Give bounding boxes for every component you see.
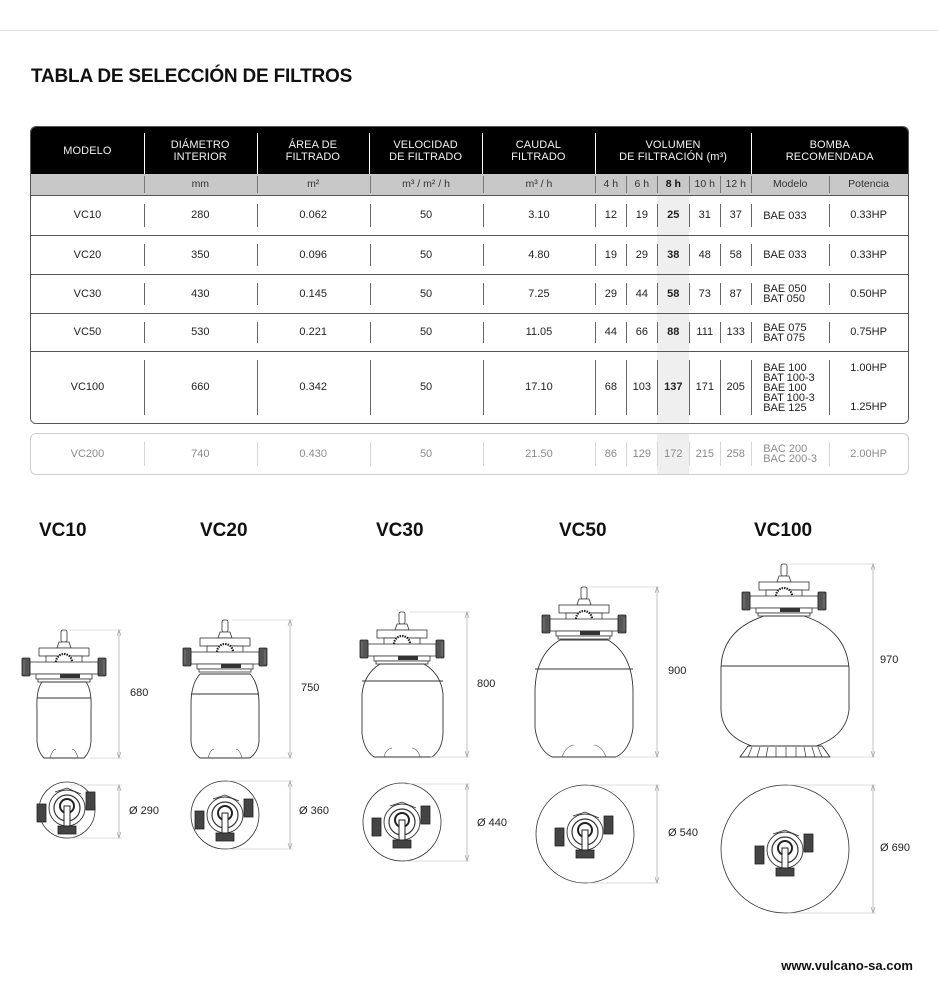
cell-bomba-modelo: BAE 100 BAT 100-3 BAE 100 BAT 100-3 BAE 125 [751,352,829,423]
cell-area: 0.096 [257,236,370,274]
vc100-side-drawing [721,564,876,757]
vc100-top-drawing [721,785,876,913]
cell-8h: 137 [657,352,689,423]
vc50-diameter-label: Ø 540 [668,827,698,839]
cell-velocidad: 50 [370,236,483,274]
cell-6h: 103 [626,352,657,423]
cell-area: 0.430 [257,434,370,474]
cell-area: 0.062 [257,196,370,235]
unit-8h: 8 h [657,174,689,195]
cell-8h: 58 [657,275,689,313]
cell-12h: 258 [720,434,751,474]
vc100-height-label: 970 [880,654,899,666]
cell-bomba-modelo: BAE 033 [751,196,829,235]
vc100-diameter-label: Ø 690 [880,842,910,854]
cell-6h: 66 [626,314,657,351]
cell-12h: 37 [720,196,751,235]
cell-modelo: VC20 [73,248,102,261]
cell-6h: 19 [626,196,657,235]
cell-4h: 12 [595,196,626,235]
vc50-side-drawing [535,587,660,757]
cell-4h: 19 [595,236,626,274]
cell-bomba-potencia: 2.00HP [829,434,908,474]
cell-12h: 87 [720,275,751,313]
cell-bomba-modelo: BAE 050 BAT 050 [751,275,829,313]
unit-velocidad: m³ / m² / h [370,174,483,195]
header-volumen: VOLUMEN DE FILTRACIÓN (m³) [595,127,752,174]
vc20-diameter-label: Ø 360 [299,805,329,817]
unit-bomba-modelo: Modelo [751,174,829,195]
cell-modelo: VC200 [70,447,105,460]
cell-4h: 44 [595,314,626,351]
cell-10h: 111 [689,314,720,351]
cell-diametro: 740 [144,434,257,474]
unit-6h: 6 h [626,174,657,195]
header-diametro: DIÁMETRO INTERIOR [144,127,257,174]
cell-modelo: VC100 [70,381,105,393]
cell-caudal: 7.25 [483,275,596,313]
cell-modelo: VC30 [73,287,102,300]
cell-bomba-modelo: BAC 200 BAC 200-3 [751,434,829,474]
model-label-vc30: VC30 [376,520,424,541]
header-modelo: MODELO [63,144,112,157]
vc30-top-drawing [363,783,470,861]
vc10-side-drawing [22,630,122,758]
cell-diametro: 280 [144,196,257,235]
cell-bomba-potencia: 0.75HP [829,314,908,351]
vc20-height-label: 750 [301,682,320,694]
cell-area: 0.221 [257,314,370,351]
cell-caudal: 3.10 [483,196,596,235]
cell-diametro: 660 [144,352,257,423]
cell-caudal: 21.50 [483,434,596,474]
cell-4h: 68 [595,352,626,423]
vc20-top-drawing [191,781,293,849]
vc30-height-label: 800 [477,678,496,690]
cell-velocidad: 50 [370,275,483,313]
cell-10h: 31 [689,196,720,235]
cell-modelo: VC10 [73,209,102,221]
cell-diametro: 530 [144,314,257,351]
cell-bomba-modelo: BAE 075 BAT 075 [751,314,829,351]
cell-area: 0.145 [257,275,370,313]
unit-12h: 12 h [720,174,751,195]
cell-caudal: 4.80 [483,236,596,274]
vc10-diameter-label: Ø 290 [129,805,159,817]
unit-diametro: mm [144,174,257,195]
model-label-vc100: VC100 [754,520,813,541]
cell-area: 0.342 [257,352,370,423]
cell-8h: 25 [657,196,689,235]
cell-velocidad: 50 [370,434,483,474]
cell-bomba-modelo: BAE 033 [751,236,829,274]
cell-10h: 215 [689,434,720,474]
cell-10h: 48 [689,236,720,274]
vc30-side-drawing [360,612,470,757]
vc50-top-drawing [536,785,660,883]
cell-modelo: VC50 [73,326,102,338]
cell-4h: 86 [595,434,626,474]
vc50-height-label: 900 [668,665,687,677]
cell-6h: 129 [626,434,657,474]
unit-10h: 10 h [689,174,720,195]
cell-10h: 171 [689,352,720,423]
model-label-vc20: VC20 [200,520,248,541]
cell-8h: 38 [657,236,689,274]
cell-caudal: 17.10 [483,352,596,423]
cell-8h: 172 [657,434,689,474]
cell-velocidad: 50 [370,352,483,423]
vc10-top-drawing [37,782,122,838]
unit-bomba-potencia: Potencia [829,174,908,195]
header-area: ÁREA DE FILTRADO [257,127,370,174]
cell-caudal: 11.05 [483,314,596,351]
cell-bomba-potencia: 0.33HP [829,196,908,235]
cell-velocidad: 50 [370,314,483,351]
cell-diametro: 430 [144,275,257,313]
cell-6h: 29 [626,236,657,274]
cell-12h: 205 [720,352,751,423]
cell-bomba-potencia: 1.00HP 1.25HP [829,352,908,423]
page-title: TABLA DE SELECCIÓN DE FILTROS [31,66,353,87]
cell-10h: 73 [689,275,720,313]
header-bomba: BOMBA RECOMENDADA [751,127,908,174]
unit-area: m² [257,174,370,195]
cell-4h: 29 [595,275,626,313]
model-label-vc10: VC10 [39,520,87,541]
model-label-vc50: VC50 [559,520,607,541]
header-velocidad: VELOCIDAD DE FILTRADO [369,127,482,174]
cell-12h: 133 [720,314,751,351]
cell-velocidad: 50 [370,196,483,235]
unit-4h: 4 h [595,174,626,195]
cell-bomba-potencia: 0.50HP [829,275,908,313]
vc10-height-label: 680 [130,687,149,699]
header-caudal: CAUDAL FILTRADO [482,127,595,174]
unit-caudal: m³ / h [483,174,596,195]
cell-diametro: 350 [144,236,257,274]
cell-12h: 58 [720,236,751,274]
vc20-side-drawing [183,620,293,758]
vc30-diameter-label: Ø 440 [477,817,507,829]
cell-bomba-potencia: 0.33HP [829,236,908,274]
cell-6h: 44 [626,275,657,313]
cell-8h: 88 [657,314,689,351]
footer-website-link[interactable]: www.vulcano-sa.com [781,958,913,973]
